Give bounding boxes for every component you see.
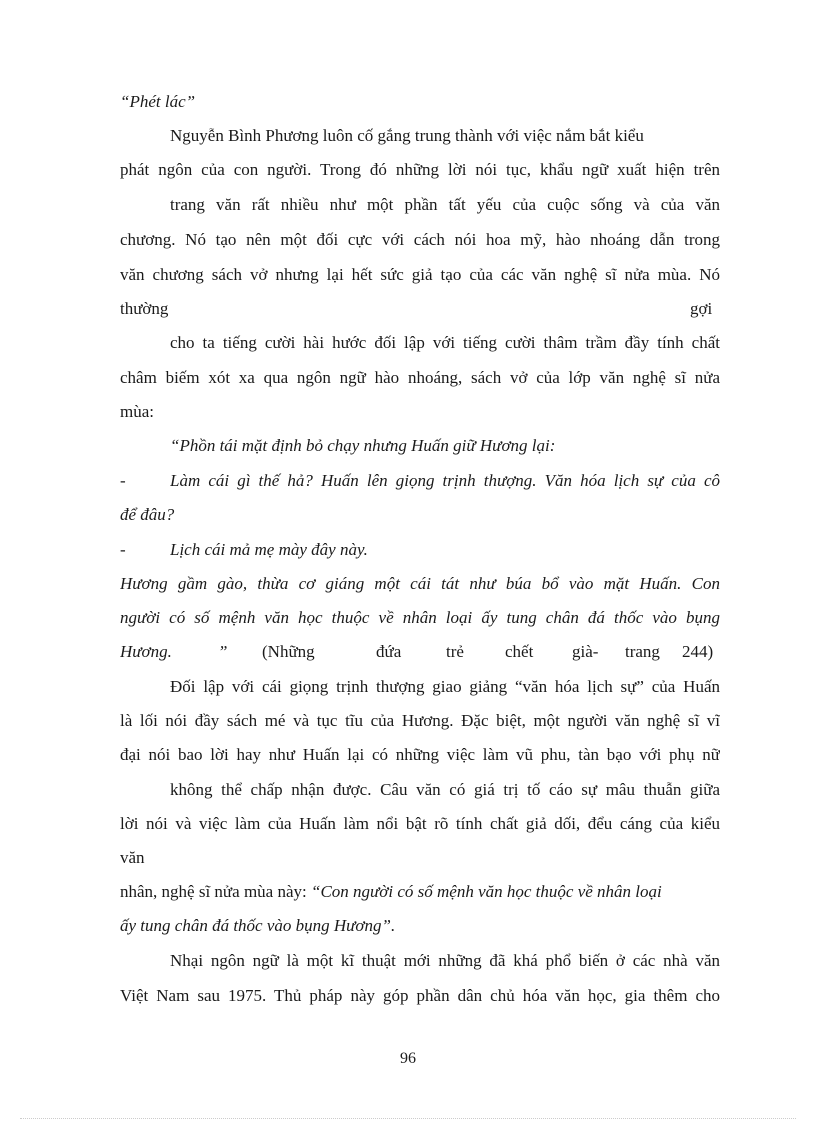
text-line: văn chương sách vở nhưng lại hết sức giả tạo của các văn nghệ sĩ nửa mùa. Nó <box>120 265 720 284</box>
quote-segment: “Con người có số mệnh văn học thuộc về nhân loại <box>310 882 662 901</box>
section-heading: “Phét lác” <box>120 92 196 111</box>
quote-line: người có số mệnh văn học thuộc về nhân loại ấy tung chân đá thốc vào bụng <box>120 608 720 627</box>
text-line: văn <box>120 848 145 867</box>
text-line: đại nói bao lời hay như Huấn lại có những việc làm vũ phu, tàn bạo với phụ nữ <box>120 745 720 764</box>
text-line: là lối nói đầy sách mé và tục tĩu của Hương. Đặc biệt, một người văn nghệ sĩ vĩ <box>120 711 720 730</box>
citation-word: 244) <box>682 642 714 661</box>
quote-line: Hương. <box>120 642 172 661</box>
citation-word: chết <box>505 642 534 661</box>
quote-line: Hương gầm gào, thừa cơ giáng một cái tát như búa bổ vào mặt Huấn. Con <box>120 574 720 593</box>
citation-word: đứa <box>376 642 402 661</box>
text-line: lời nói và việc làm của Huấn làm nổi bật rõ tính chất giả dối, đểu cáng của kiểu <box>120 814 720 833</box>
text-line: trang văn rất nhiều như một phần tất yếu của cuộc sống và của văn <box>170 195 720 214</box>
text-line: không thể chấp nhận được. Câu văn có giá trị tố cáo sự mâu thuẫn giữa <box>170 780 720 799</box>
citation-word: trang <box>625 642 660 661</box>
quote-line: ấy tung chân đá thốc vào bụng Hương”. <box>120 916 396 935</box>
dialogue-dash: - <box>120 540 126 559</box>
text-line: Đối lập với cái giọng trịnh thượng giao giảng “văn hóa lịch sự” của Huấn <box>170 677 720 696</box>
quote-line: “Phồn tái mặt định bỏ chạy nhưng Huấn giữ Hương lại: <box>170 436 556 455</box>
text-line: gợi <box>690 299 713 318</box>
page-number: 96 <box>400 1050 416 1067</box>
text-line: mùa: <box>120 402 154 421</box>
citation-word: (Những <box>262 642 315 661</box>
mixed-line <box>120 880 720 904</box>
text-segment: nhân, nghệ sĩ nửa mùa này: <box>120 882 311 901</box>
text-line: Nguyễn Bình Phương luôn cố gắng trung thành với việc nắm bắt kiểu <box>170 126 644 145</box>
text-line: Nhại ngôn ngữ là một kĩ thuật mới những đã khá phổ biến ở các nhà văn <box>170 951 720 970</box>
dialogue-dash: - <box>120 471 126 490</box>
citation-word: già- <box>572 642 599 661</box>
text-line: phát ngôn của con người. Trong đó những lời nói tục, khẩu ngữ xuất hiện trên <box>120 160 720 179</box>
footer-divider <box>20 1118 796 1119</box>
quote-close: ” <box>218 642 228 661</box>
text-line: châm biếm xót xa qua ngôn ngữ hào nhoáng, sách vở của lớp văn nghệ sĩ nửa <box>120 368 720 387</box>
quote-line: Lịch cái mả mẹ mày đây này. <box>170 540 368 559</box>
text-line: Việt Nam sau 1975. Thủ pháp này góp phần dân chủ hóa văn học, gia thêm cho <box>120 986 720 1005</box>
text-line: cho ta tiếng cười hài hước đối lập với tiếng cười thâm trầm đầy tính chất <box>170 333 720 352</box>
quote-line: Làm cái gì thế hả? Huấn lên giọng trịnh thượng. Văn hóa lịch sự của cô <box>170 471 720 490</box>
text-line: thường <box>120 299 169 318</box>
text-line: chương. Nó tạo nên một đối cực với cách nói hoa mỹ, hào nhoáng dẫn trong <box>120 230 720 249</box>
citation-word: trẻ <box>446 642 464 661</box>
quote-line: để đâu? <box>120 505 175 524</box>
